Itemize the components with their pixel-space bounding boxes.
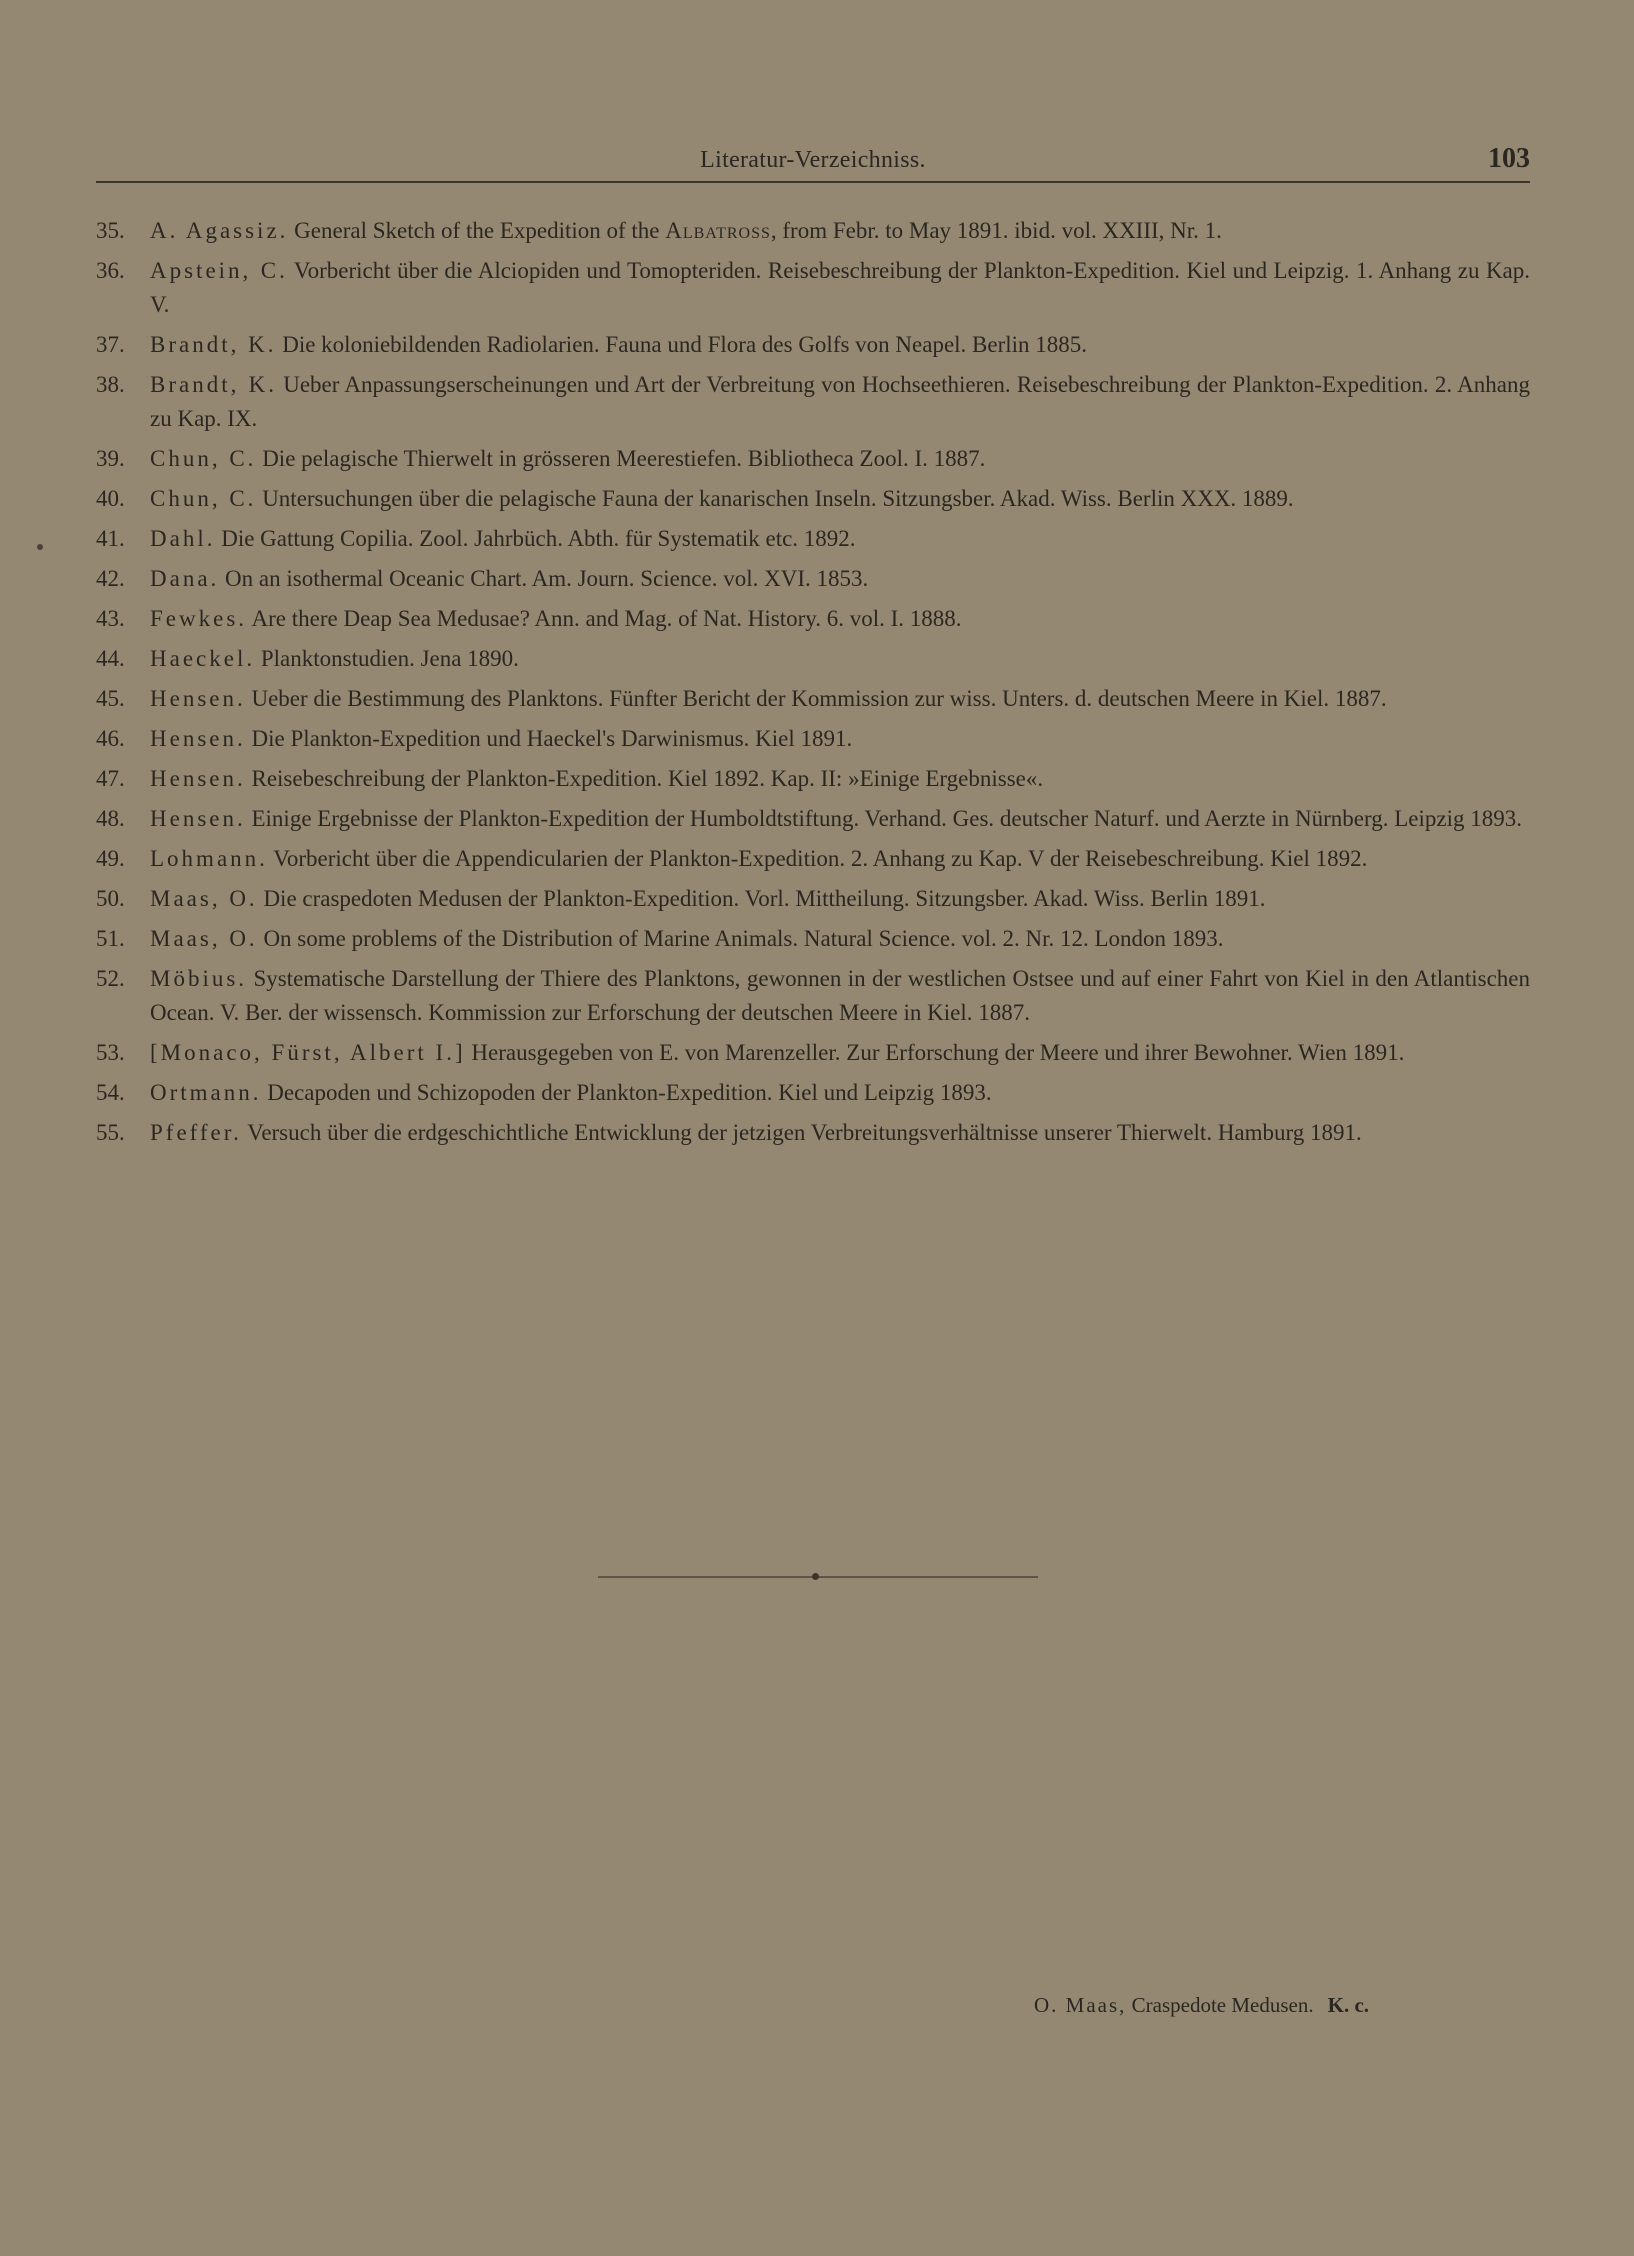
reference-text: Die koloniebildenden Radiolarien. Fauna und Flora des Golfs von Neapel. Berlin 1885. xyxy=(276,332,1088,357)
reference-text: Herausgegeben von E. von Marenzeller. Zur Erforschung der Meere und ihrer Bewohner. Wien 1891. xyxy=(465,1040,1405,1065)
reference-entry xyxy=(96,368,1530,436)
reference-number: 38. xyxy=(96,372,125,397)
reference-text: Albatross xyxy=(665,218,771,243)
reference-number: 46. xyxy=(96,726,125,751)
reference-text: Versuch über die erdgeschichtliche Entwicklung der jetzigen Verbreitungsverhältnisse unserer Thierwelt. Hamburg 1891. xyxy=(241,1120,1362,1145)
reference-number: 45. xyxy=(96,686,125,711)
reference-text: Reisebeschreibung der Plankton-Expedition. Kiel 1892. Kap. II: »Einige Ergebnisse«. xyxy=(245,766,1044,791)
reference-text: Ueber die Bestimmung des Planktons. Fünfter Bericht der Kommission zur wiss. Unters. d. deutschen Meere in Kiel. 1887. xyxy=(245,686,1387,711)
reference-entry xyxy=(96,802,1530,836)
reference-author: Haeckel. xyxy=(150,646,256,671)
stray-mark xyxy=(37,544,43,550)
reference-entry xyxy=(96,1036,1530,1070)
reference-text: On some problems of the Distribution of Marine Animals. Natural Science. vol. 2. Nr. 12. London 1893. xyxy=(257,926,1224,951)
reference-entry xyxy=(96,254,1530,322)
reference-entry xyxy=(96,962,1530,1030)
reference-author: Hensen. xyxy=(150,806,246,831)
reference-author: Dahl. xyxy=(150,526,216,551)
reference-list xyxy=(96,214,1530,1156)
reference-entry xyxy=(96,214,1530,248)
reference-author: Chun, C. xyxy=(150,486,257,511)
reference-number: 51. xyxy=(96,926,125,951)
reference-entry xyxy=(96,642,1530,676)
reference-number: 37. xyxy=(96,332,125,357)
reference-number: 53. xyxy=(96,1040,125,1065)
reference-text: On an isothermal Oceanic Chart. Am. Journ. Science. vol. XVI. 1853. xyxy=(219,566,869,591)
reference-text: Die pelagische Thierwelt in grösseren Meerestiefen. Bibliotheca Zool. I. 1887. xyxy=(256,446,986,471)
reference-author: Ortmann. xyxy=(150,1080,262,1105)
reference-number: 54. xyxy=(96,1080,125,1105)
reference-author: Maas, O. xyxy=(150,886,258,911)
reference-number: 42. xyxy=(96,566,125,591)
reference-number: 39. xyxy=(96,446,125,471)
reference-author: Dana. xyxy=(150,566,220,591)
reference-text: Planktonstudien. Jena 1890. xyxy=(255,646,519,671)
reference-entry xyxy=(96,1116,1530,1150)
reference-number: 35. xyxy=(96,218,125,243)
page-header xyxy=(96,143,1530,183)
reference-number: 36. xyxy=(96,258,125,283)
reference-entry xyxy=(96,602,1530,636)
reference-author: Pfeffer. xyxy=(150,1120,242,1145)
reference-author: A. Agassiz. xyxy=(150,218,289,243)
reference-number: 50. xyxy=(96,886,125,911)
reference-author: Maas, O. xyxy=(150,926,258,951)
reference-entry xyxy=(96,682,1530,716)
reference-author: Lohmann. xyxy=(150,846,268,871)
reference-author: Brandt, K. xyxy=(150,332,277,357)
reference-number: 41. xyxy=(96,526,125,551)
reference-text: , from Febr. to May 1891. ibid. vol. XXIII, Nr. 1. xyxy=(770,218,1222,243)
reference-author: Möbius. xyxy=(150,966,248,991)
reference-number: 43. xyxy=(96,606,125,631)
reference-number: 44. xyxy=(96,646,125,671)
reference-entry xyxy=(96,562,1530,596)
reference-text: Vorbericht über die Alciopiden und Tomopteriden. Reisebeschreibung der Plankton-Expedition. Kiel und Leipzig. 1. Anhang zu Kap. V. xyxy=(150,258,1531,317)
reference-text: Die craspedoten Medusen der Plankton-Expedition. Vorl. Mittheilung. Sitzungsber. Akad. Wiss. Berlin 1891. xyxy=(257,886,1266,911)
reference-entry xyxy=(96,328,1530,362)
reference-text: Systematische Darstellung der Thiere des Planktons, gewonnen in der westlichen Ostsee und auf einer Fahrt von Kiel in den Atlantischen Ocean. V. Ber. der wissensch. Kommission zur Erforschung der deutschen Meere in Kiel. 1887. xyxy=(150,966,1530,1025)
reference-text: Ueber Anpassungserscheinungen und Art der Verbreitung von Hochseethieren. Reisebeschreibung der Plankton-Expedition. 2. Anhang zu Kap. IX. xyxy=(150,372,1530,431)
reference-entry xyxy=(96,722,1530,756)
signature-mark: K. c. xyxy=(1327,1993,1370,2017)
footer-title: Craspedote Medusen. xyxy=(1126,1993,1314,2017)
reference-entry xyxy=(96,762,1530,796)
running-title: Literatur-Verzeichniss. xyxy=(700,147,926,173)
reference-text: General Sketch of the Expedition of the xyxy=(288,218,666,243)
reference-number: 49. xyxy=(96,846,125,871)
footer-author: O. Maas, xyxy=(1034,1993,1127,2017)
reference-author: [Monaco, Fürst, Albert I.] xyxy=(150,1040,466,1065)
reference-author: Hensen. xyxy=(150,726,246,751)
reference-entry xyxy=(96,482,1530,516)
reference-number: 52. xyxy=(96,966,125,991)
reference-number: 47. xyxy=(96,766,125,791)
reference-entry xyxy=(96,922,1530,956)
reference-entry xyxy=(96,442,1530,476)
reference-text: Are there Deap Sea Medusae? Ann. and Mag. of Nat. History. 6. vol. I. 1888. xyxy=(247,606,962,631)
reference-author: Hensen. xyxy=(150,766,246,791)
reference-text: Vorbericht über die Appendicularien der Plankton-Expedition. 2. Anhang zu Kap. V der Reisebeschreibung. Kiel 1892. xyxy=(267,846,1368,871)
reference-number: 48. xyxy=(96,806,125,831)
reference-author: Apstein, C. xyxy=(150,258,288,283)
reference-text: Einige Ergebnisse der Plankton-Expedition der Humboldtstiftung. Verhand. Ges. deutscher Naturf. und Aerzte in Nürnberg. Leipzig 1893. xyxy=(245,806,1522,831)
reference-author: Fewkes. xyxy=(150,606,248,631)
reference-entry xyxy=(96,522,1530,556)
reference-author: Chun, C. xyxy=(150,446,257,471)
reference-number: 55. xyxy=(96,1120,125,1145)
page-footer xyxy=(1034,1993,1369,2018)
reference-text: Untersuchungen über die pelagische Fauna der kanarischen Inseln. Sitzungsber. Akad. Wiss. Berlin XXX. 1889. xyxy=(256,486,1294,511)
reference-text: Decapoden und Schizopoden der Plankton-Expedition. Kiel und Leipzig 1893. xyxy=(261,1080,992,1105)
reference-author: Brandt, K. xyxy=(150,372,277,397)
reference-entry xyxy=(96,842,1530,876)
page-number: 103 xyxy=(1488,143,1530,174)
reference-entry xyxy=(96,1076,1530,1110)
reference-entry xyxy=(96,882,1530,916)
divider-ornament xyxy=(812,1573,819,1580)
reference-author: Hensen. xyxy=(150,686,246,711)
reference-text: Die Plankton-Expedition und Haeckel's Darwinismus. Kiel 1891. xyxy=(245,726,853,751)
reference-text: Die Gattung Copilia. Zool. Jahrbüch. Abth. für Systematik etc. 1892. xyxy=(215,526,856,551)
reference-number: 40. xyxy=(96,486,125,511)
